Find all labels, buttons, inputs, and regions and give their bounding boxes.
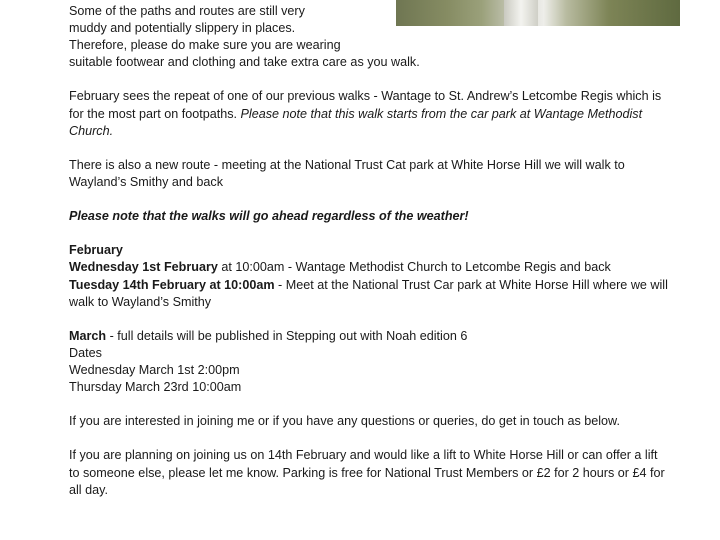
weather-note: Please note that the walks will go ahead regardless of the weather! xyxy=(69,209,469,224)
march-date-1: Wednesday March 1st 2:00pm xyxy=(69,362,240,377)
february-walk-2 xyxy=(69,277,669,311)
march-date-2: Thursday March 23rd 10:00am xyxy=(69,380,242,395)
february-walks-text: February sees the repeat of one of our previous walks - Wantage to St. Andrew’s Letcombe Regis which is for the most part on footpaths. xyxy=(69,89,662,121)
february-walk-1 xyxy=(69,259,669,276)
walk-1-detail: at 10:00am - Wantage Methodist Church to Letcombe Regis and back xyxy=(217,260,611,275)
intro-line: muddy and potentially slippery in places. xyxy=(69,21,296,36)
new-route-paragraph: There is also a new route - meeting at the National Trust Cat park at White Horse Hill we will walk to Wayland’s Smithy and back xyxy=(69,157,625,189)
contact-paragraph: If you are interested in joining me or if you have any questions or queries, do get in touch as below. xyxy=(69,414,620,429)
intro-line: Therefore, please do make sure you are wearing xyxy=(69,38,341,53)
march-line xyxy=(69,328,669,345)
walk-2-date: Tuesday 14th February at 10:00am xyxy=(69,277,275,292)
intro-line: suitable footwear and clothing and take extra care as you walk. xyxy=(69,55,420,70)
intro-paragraph xyxy=(69,3,399,54)
lift-paragraph: If you are planning on joining us on 14th February and would like a lift to White Horse Hill or can offer a lift to someone else, please let me know. Parking is free for National Trust Members or £2 for 2 hours or £4 for all day. xyxy=(69,448,665,497)
walk-1-date: Wednesday 1st February xyxy=(69,260,218,275)
march-detail: - full details will be published in Stepping out with Noah edition 6 xyxy=(106,328,468,343)
intro-line: Some of the paths and routes are still very xyxy=(69,4,305,18)
february-walks-paragraph xyxy=(69,88,669,139)
dates-label: Dates xyxy=(69,345,102,360)
car-park-note: Please note that this walk starts from the car park at Wantage Methodist Church. xyxy=(69,106,643,138)
walk-2-detail: - Meet at the National Trust Car park at White Horse Hill where we will walk to Wayland’s Smithy xyxy=(69,277,668,309)
february-heading: February xyxy=(69,243,123,258)
newsletter-body xyxy=(69,3,669,499)
march-heading: March xyxy=(69,328,107,343)
